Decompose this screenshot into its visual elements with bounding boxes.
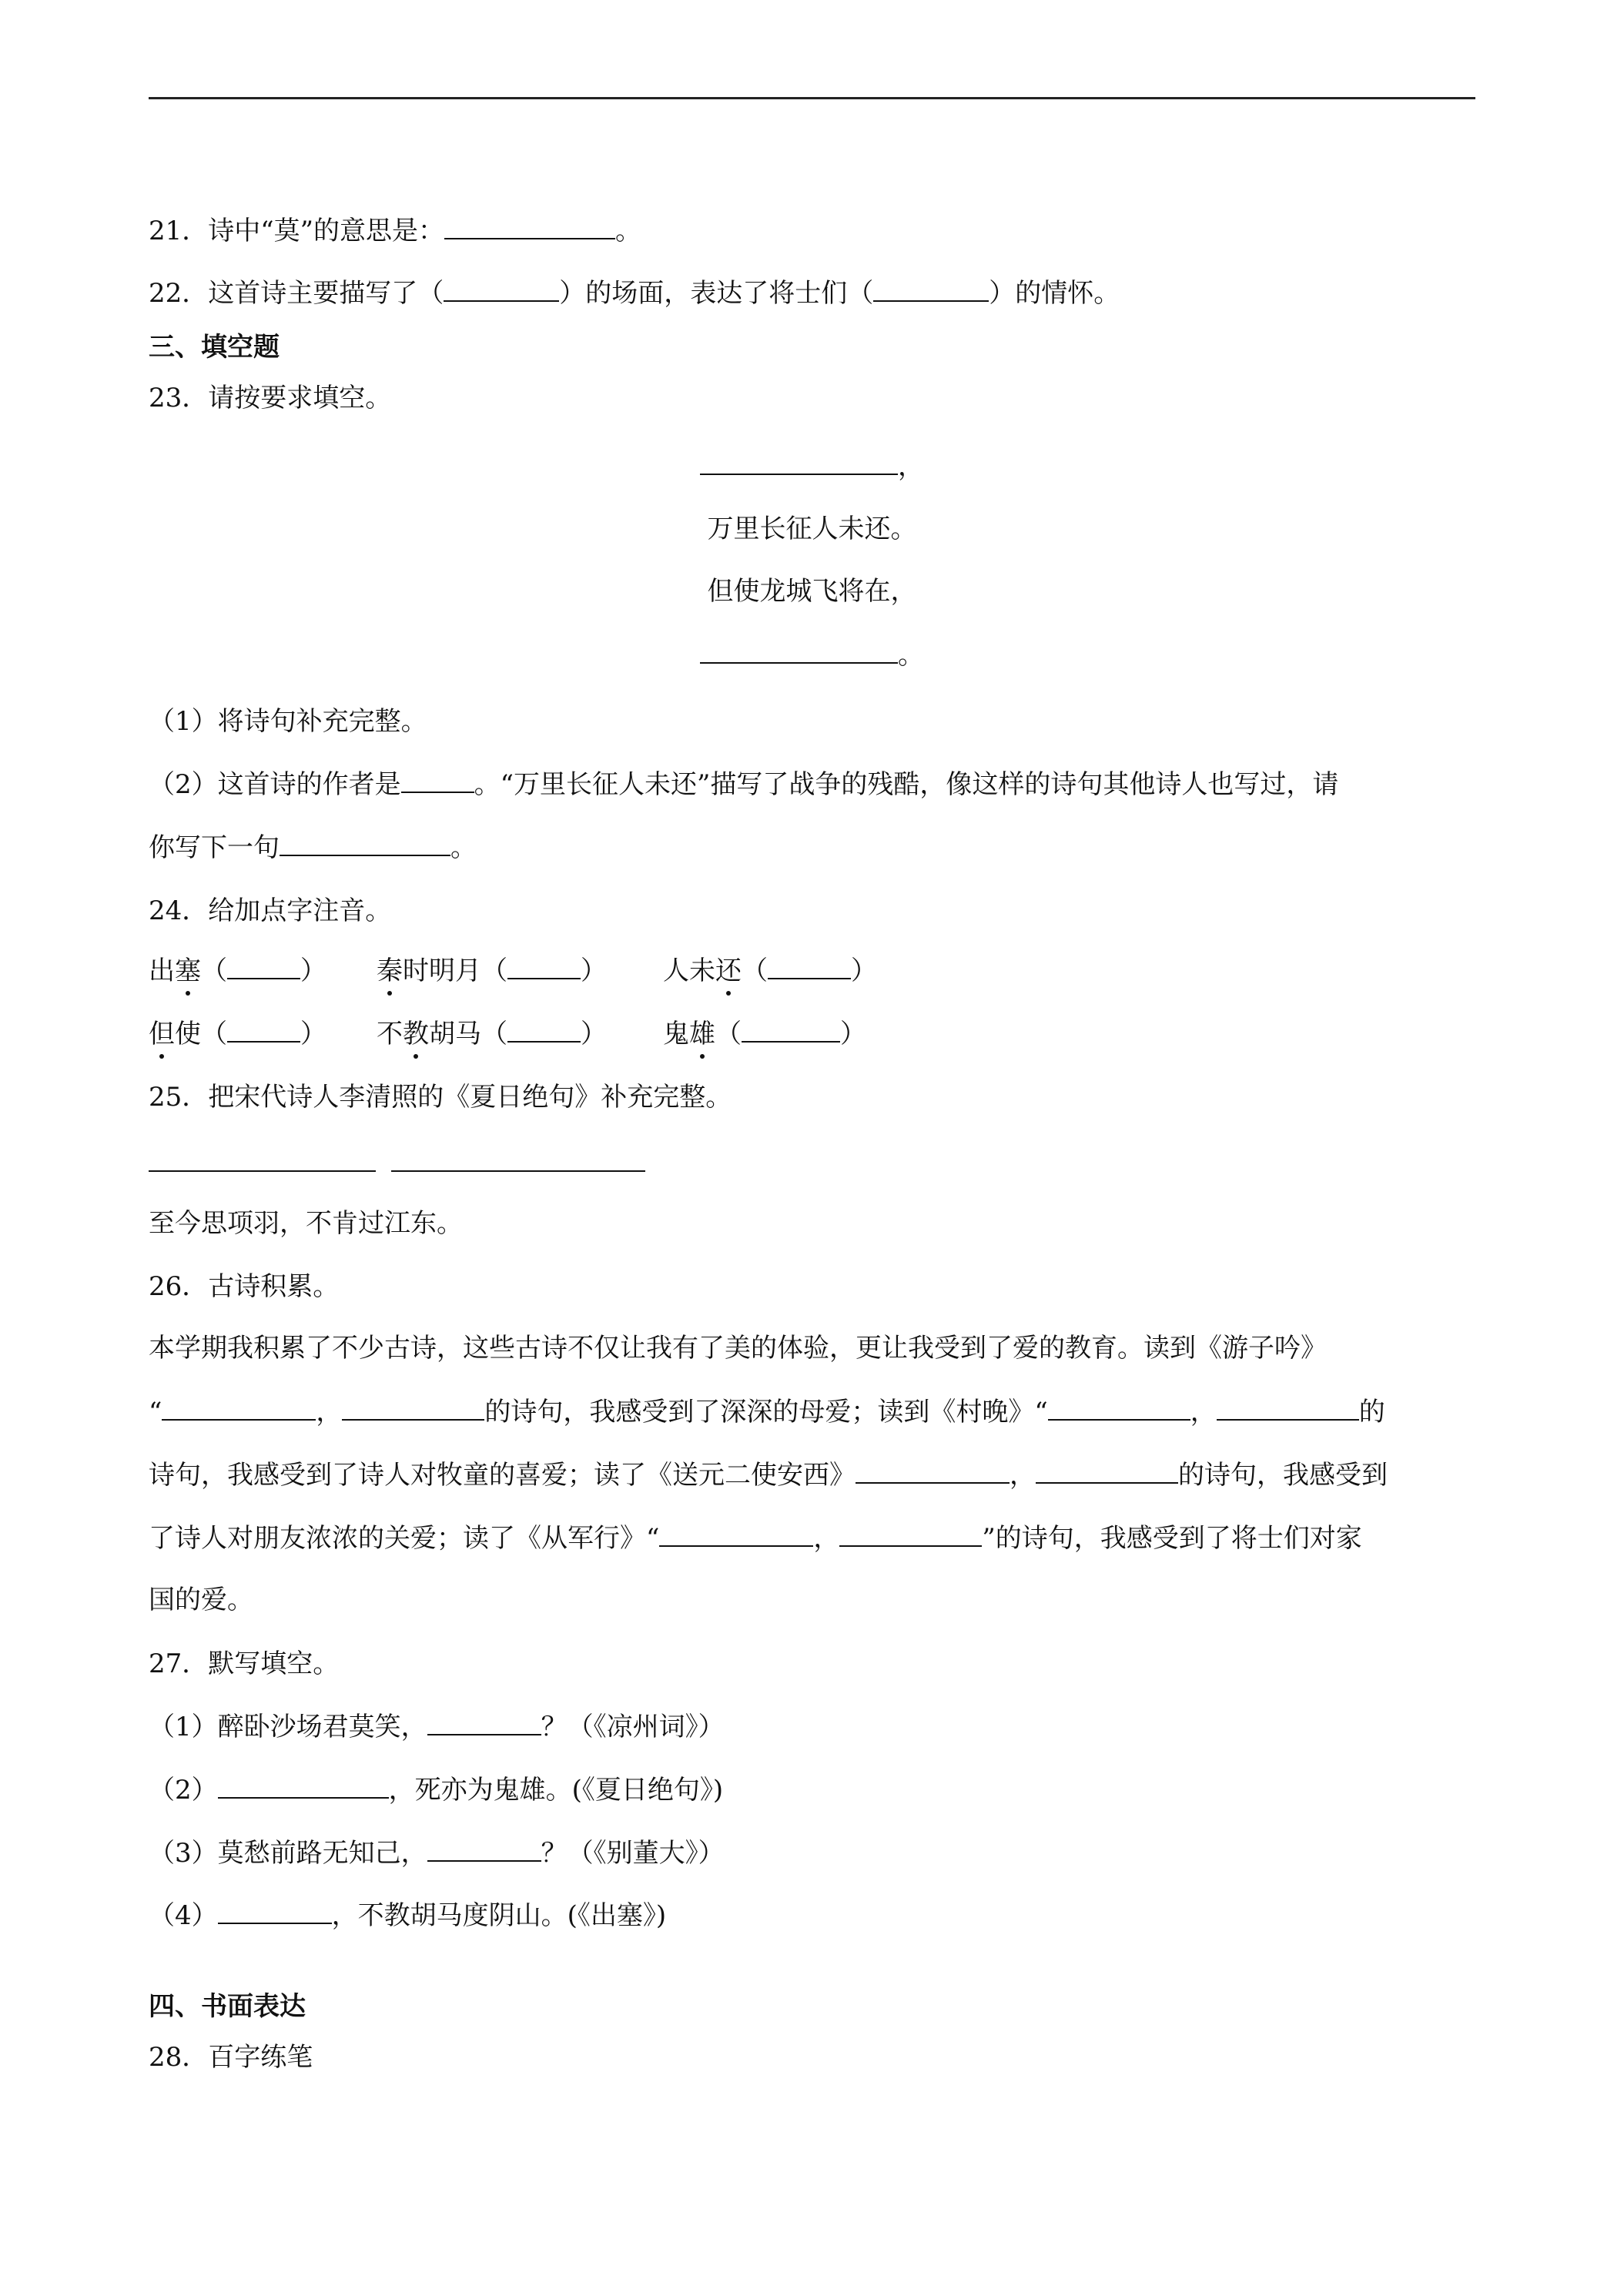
dotted-char: 教 xyxy=(403,1019,429,1049)
pinyin-blank[interactable] xyxy=(227,1018,300,1043)
q27-blank-3[interactable] xyxy=(427,1837,541,1862)
question-24: 24．给加点字注音。 xyxy=(149,895,392,926)
q23-sub-2: （2）这首诗的作者是 。“万里长征人未还”描写了战争的残酷，像这样的诗句其他诗人也写过，请 xyxy=(149,769,1339,800)
pinyin-item: 不教胡马（ ） xyxy=(377,1019,607,1049)
section-heading-3: 三、填空题 xyxy=(149,332,280,363)
pinyin-item: 秦时明月（ ） xyxy=(377,956,607,986)
q26-blank[interactable] xyxy=(342,1396,484,1421)
q21-prompt: 诗中“莫”的意思是： xyxy=(208,216,445,246)
q26-blank[interactable] xyxy=(1048,1396,1190,1421)
question-22: 22．这首诗主要描写了（ ）的场面，表达了将士们（ ）的情怀。 xyxy=(149,278,1120,309)
dotted-char: 还 xyxy=(715,956,742,986)
dotted-char: 但 xyxy=(149,1019,175,1049)
q26-paragraph-4: 了诗人对朋友浓浓的关爱；读了《从军行》“ ， ”的诗句，我感受到了将士们对家 xyxy=(149,1523,1362,1554)
q21-answer-blank[interactable] xyxy=(444,215,615,239)
q26-paragraph-3: 诗句，我感受到了诗人对牧童的喜爱；读了《送元二使安西》 ， 的诗句，我感受到 xyxy=(149,1460,1388,1491)
q22-answer-blank-1[interactable] xyxy=(444,277,559,302)
pinyin-row-2 xyxy=(149,1018,866,1049)
pinyin-blank[interactable] xyxy=(742,1018,840,1043)
q22-answer-blank-2[interactable] xyxy=(873,277,989,302)
q21-number: 21． xyxy=(149,216,209,246)
pinyin-item: 鬼雄（ ） xyxy=(663,1019,866,1049)
dotted-char: 秦 xyxy=(377,956,403,986)
pinyin-blank[interactable] xyxy=(507,955,581,979)
q27-item-2: （2） ，死亦为鬼雄。(《夏日绝句》) xyxy=(149,1775,724,1806)
q26-paragraph-1: 本学期我积累了不少古诗，这些古诗不仅让我有了美的体验，更让我受到了爱的教育。读到《游子吟》 xyxy=(149,1333,1327,1364)
pinyin-blank[interactable] xyxy=(507,1018,581,1043)
q23-sub-2-cont: 你写下一句 。 xyxy=(149,832,477,863)
q27-blank-4[interactable] xyxy=(218,1899,332,1924)
q26-paragraph-2: “ ， 的诗句，我感受到了深深的母爱；读到《村晚》“ ， 的 xyxy=(149,1397,1385,1427)
q26-paragraph-5: 国的爱。 xyxy=(149,1585,253,1615)
pinyin-item: 出塞（ ） xyxy=(149,956,326,986)
poem-line-3: 但使龙城飞将在， xyxy=(707,576,917,607)
other-poem-blank[interactable] xyxy=(280,832,450,856)
q27-blank-2[interactable] xyxy=(218,1774,389,1799)
pinyin-blank[interactable] xyxy=(227,955,300,979)
poem-line-1: ， xyxy=(0,450,1624,482)
pinyin-row-1 xyxy=(149,955,877,986)
q27-item-4: （4） ，不教胡马度阴山。(《出塞》) xyxy=(149,1900,667,1931)
question-28: 28．百字练笔 xyxy=(149,2042,313,2073)
question-27: 27．默写填空。 xyxy=(149,1648,340,1679)
q26-blank[interactable] xyxy=(659,1522,813,1547)
header-rule xyxy=(149,97,1475,99)
question-25: 25．把宋代诗人李清照的《夏日绝句》补充完整。 xyxy=(149,1082,732,1113)
q22-number: 22． xyxy=(149,278,209,309)
author-blank[interactable] xyxy=(401,768,474,793)
q26-blank[interactable] xyxy=(856,1459,1010,1484)
pinyin-item: 但使（ ） xyxy=(149,1019,326,1049)
q27-item-1: （1）醉卧沙场君莫笑， ？（《凉州词》） xyxy=(149,1712,725,1742)
q23-sub-1: （1）将诗句补充完整。 xyxy=(149,706,427,737)
poem-blank-2[interactable] xyxy=(700,639,898,664)
q26-blank[interactable] xyxy=(162,1396,316,1421)
question-23: 23．请按要求填空。 xyxy=(149,383,392,413)
q25-poem-line: 至今思项羽，不肯过江东。 xyxy=(149,1208,463,1239)
question-26: 26．古诗积累。 xyxy=(149,1271,340,1302)
pinyin-blank[interactable] xyxy=(768,955,851,979)
poem-line-4: 。 xyxy=(0,639,1624,671)
q26-blank[interactable] xyxy=(1036,1459,1178,1484)
dotted-char: 塞 xyxy=(175,956,201,986)
section-heading-4: 四、书面表达 xyxy=(149,1991,306,2022)
q27-blank-1[interactable] xyxy=(427,1711,541,1735)
q26-blank[interactable] xyxy=(1217,1396,1359,1421)
poem-blank-1[interactable] xyxy=(700,450,898,475)
q26-blank[interactable] xyxy=(839,1522,982,1547)
dotted-char: 雄 xyxy=(689,1019,715,1049)
q25-blank-2[interactable] xyxy=(391,1147,645,1172)
pinyin-item: 人未还（ ） xyxy=(663,956,877,986)
poem-line-2: 万里长征人未还。 xyxy=(707,514,917,544)
q25-blanks xyxy=(149,1147,645,1179)
question-21: 21．诗中“莫”的意思是： 。 xyxy=(149,216,642,246)
q27-item-3: （3）莫愁前路无知己， ？（《别董大》） xyxy=(149,1838,725,1869)
q25-blank-1[interactable] xyxy=(149,1147,376,1172)
